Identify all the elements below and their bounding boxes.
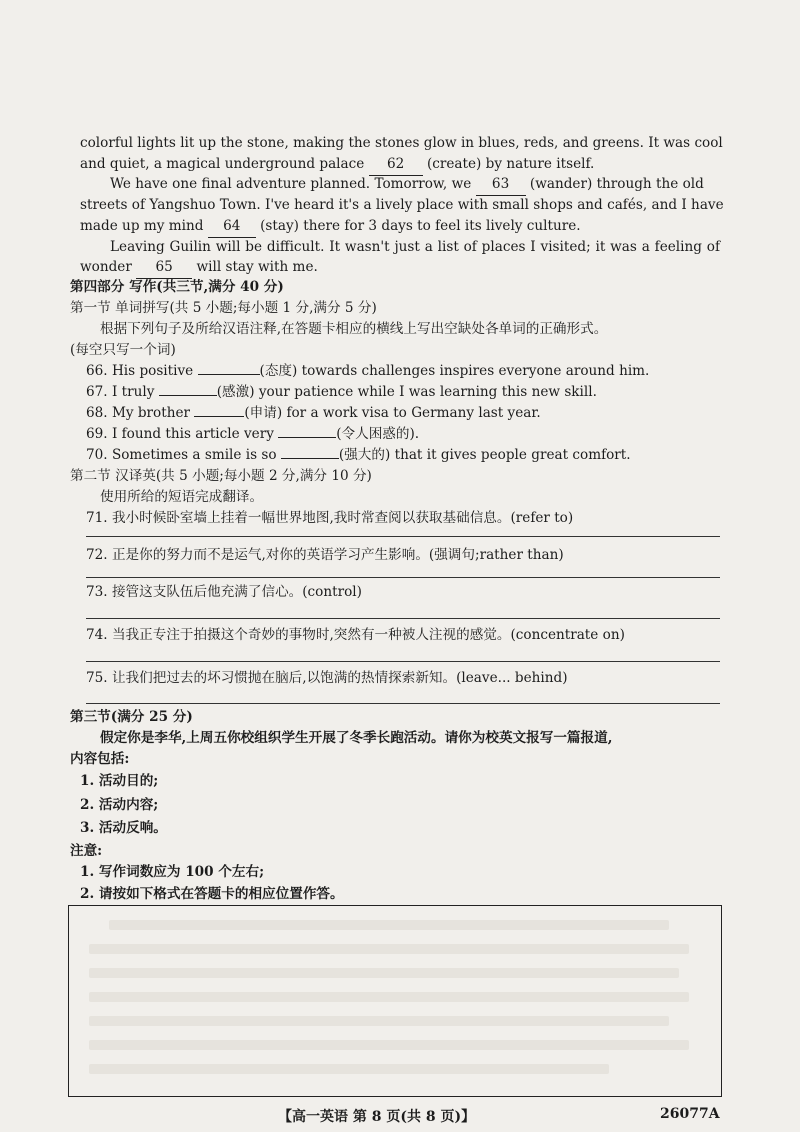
passage-line-4: streets of Yangshuo Town. I've heard it's a lively place with small shops and cafés, and I have (80, 197, 724, 213)
answer-line-72[interactable] (86, 577, 720, 578)
note-label: 注意: (70, 843, 103, 859)
part4-title: 第四部分 写作(共三节,满分 40 分) (70, 279, 284, 295)
bleed-through-text (89, 1040, 689, 1050)
answer-line-73[interactable] (86, 618, 720, 619)
question-66: 66. His positive (态度) towards challenges inspires everyone around him. (86, 363, 650, 379)
answer-blank-70[interactable] (281, 458, 339, 459)
passage-line-5: made up my mind 64 (stay) there for 3 days to feel its lively culture. (80, 216, 581, 238)
page-footer: 【高一英语 第 8 页(共 8 页)】 (278, 1109, 476, 1125)
answer-blank-69[interactable] (278, 437, 336, 438)
passage-line-3: We have one final adventure planned. Tomorrow, we 63 (wander) through the old (110, 174, 704, 196)
answer-blank-68[interactable] (194, 416, 244, 417)
passage-line-2: and quiet, a magical underground palace 62 (create) by nature itself. (80, 154, 594, 176)
answer-line-74[interactable] (86, 661, 720, 662)
section2-title: 第二节 汉译英(共 5 小题;每小题 2 分,满分 10 分) (70, 468, 372, 484)
section2-instructions: 使用所给的短语完成翻译。 (100, 489, 264, 505)
blank-62[interactable]: 62 (369, 154, 423, 176)
question-67: 67. I truly (感激) your patience while I was learning this new skill. (86, 384, 597, 400)
answer-blank-67[interactable] (159, 395, 217, 396)
bleed-through-text (109, 920, 669, 930)
passage-line-1: colorful lights lit up the stone, making the stones glow in blues, reds, and greens. It was cool (80, 135, 723, 151)
passage-line-6: Leaving Guilin will be difficult. It wasn't just a list of places I visited; it was a feeling of (110, 239, 720, 255)
bleed-through-text (89, 1064, 609, 1074)
question-72: 72. 正是你的努力而不是运气,对你的英语学习产生影响。(强调句;rather than) (86, 547, 564, 563)
passage-line-7: wonder 65 will stay with me. (80, 257, 318, 279)
section1-instructions: 根据下列句子及所给汉语注释,在答题卡相应的横线上写出空缺处各单词的正确形式。 (100, 321, 608, 337)
bleed-through-text (89, 944, 689, 954)
question-73: 73. 接管这支队伍后他充满了信心。(control) (86, 584, 362, 600)
question-70: 70. Sometimes a smile is so (强大的) that it gives people great comfort. (86, 447, 631, 463)
question-74: 74. 当我正专注于拍摄这个奇妙的事物时,突然有一种被人注视的感觉。(concentrate on) (86, 627, 625, 643)
note-item-2: 2. 请按如下格式在答题卡的相应位置作答。 (80, 886, 344, 902)
note-item-1: 1. 写作词数应为 100 个左右; (80, 864, 265, 880)
bleed-through-text (89, 1016, 669, 1026)
answer-line-75[interactable] (86, 703, 720, 704)
answer-line-71[interactable] (86, 536, 720, 537)
section3-title: 第三节(满分 25 分) (70, 709, 193, 725)
content-item-1: 1. 活动目的; (80, 773, 159, 789)
section1-note: (每空只写一个词) (70, 342, 176, 358)
content-item-3: 3. 活动反响。 (80, 820, 167, 836)
section3-prompt-line-2: 内容包括: (70, 751, 130, 767)
exam-code: 26077A (660, 1106, 720, 1122)
bleed-through-text (89, 992, 689, 1002)
blank-65[interactable]: 65 (136, 257, 192, 279)
question-68: 68. My brother (申请) for a work visa to Germany last year. (86, 405, 541, 421)
bleed-through-text (89, 968, 679, 978)
question-71: 71. 我小时候卧室墙上挂着一幅世界地图,我时常查阅以获取基础信息。(refer to) (86, 510, 574, 526)
answer-blank-66[interactable] (198, 374, 260, 375)
question-75: 75. 让我们把过去的坏习惯抛在脑后,以饱满的热情探索新知。(leave... behind) (86, 670, 568, 686)
writing-answer-box[interactable] (68, 905, 722, 1097)
section1-title: 第一节 单词拼写(共 5 小题;每小题 1 分,满分 5 分) (70, 300, 377, 316)
section3-prompt-line-1: 假定你是李华,上周五你校组织学生开展了冬季长跑活动。请你为校英文报写一篇报道, (100, 730, 613, 746)
question-69: 69. I found this article very (令人困惑的). (86, 426, 420, 442)
blank-63[interactable]: 63 (476, 174, 526, 196)
blank-64[interactable]: 64 (208, 216, 256, 238)
content-item-2: 2. 活动内容; (80, 797, 159, 813)
